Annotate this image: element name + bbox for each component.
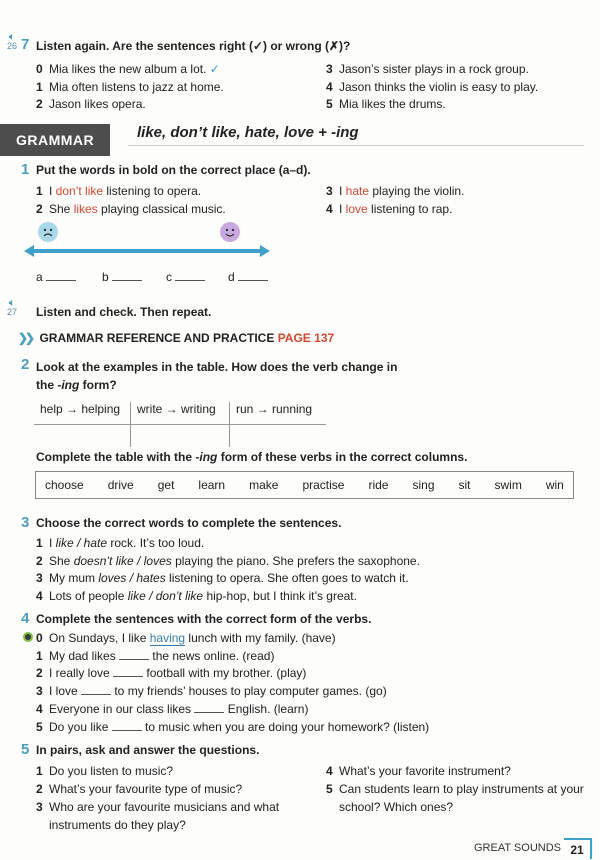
exercise-instruction: Put the words in bold on the correct place (a–d). <box>36 163 311 177</box>
unit-title: GREAT SOUNDS <box>474 842 561 854</box>
list-item: 4 What’s your favorite instrument? <box>326 764 511 778</box>
list-item: 4 I love listening to rap. <box>326 202 453 216</box>
list-item: 1 I don’t like listening to opera. <box>36 184 202 198</box>
verb-word: ride <box>368 478 389 492</box>
list-item: 1 I like / hate rock. It’s too loud. <box>36 536 205 550</box>
list-item: 1 My dad likes the news online. (read) <box>36 648 275 663</box>
scale-labels <box>36 270 288 284</box>
ex1-right-list <box>326 182 464 218</box>
list-item: 3 I love to my friends’ houses to play computer games. (go) <box>36 684 387 699</box>
ex5-right-list <box>326 762 584 816</box>
listen-instruction: Listen and check. Then repeat. <box>36 305 212 319</box>
list-item: 1 Do you listen to music? <box>36 764 174 778</box>
table-cell <box>34 425 131 448</box>
grammar-tag: GRAMMAR <box>0 124 110 156</box>
speaker-icon: 🔈︎ <box>8 31 16 43</box>
scale-label-a: a <box>36 270 102 284</box>
list-item: 2 She likes playing classical music. <box>36 202 226 216</box>
verb-word: practise <box>302 478 345 492</box>
ex7-left-list <box>36 61 224 114</box>
exercise-instruction: In pairs, ask and answer the questions. <box>36 743 260 757</box>
example-table <box>34 402 326 447</box>
scale-label-b: b <box>102 270 166 284</box>
exercise-number: 3 <box>21 514 30 531</box>
list-item-continuation: instruments do they play? <box>49 818 186 832</box>
check-mark: ✓ <box>209 62 220 76</box>
grammar-reference-link[interactable]: ❯❯ GRAMMAR REFERENCE AND PRACTICE PAGE 137 <box>18 331 335 345</box>
double-chevron-icon: ❯❯ <box>18 331 33 345</box>
exercise-instruction: Choose the correct words to complete the sentences. <box>36 516 342 530</box>
scale-label-d: d <box>228 270 288 284</box>
exercise-instruction: Complete the table with the -ing form of these verbs in the correct columns. <box>36 450 468 464</box>
list-item: 0 Mia likes the new album a lot. ✓ <box>36 62 220 76</box>
exercise-number: 4 <box>21 610 30 627</box>
exercise-instruction: Listen again. Are the sentences right (✓) or wrong (✗)? <box>36 39 351 53</box>
audio-track-26[interactable]: 🔈︎ 26 <box>6 31 17 51</box>
verb-word: sit <box>458 478 471 492</box>
ex1-left-list <box>36 182 226 218</box>
list-item: 4 Everyone in our class likes English. (learn) <box>36 701 309 716</box>
verb-box <box>35 471 574 499</box>
happy-face-icon <box>220 222 240 242</box>
page-number: 21 <box>564 838 592 859</box>
ex7-right-list <box>326 61 538 114</box>
list-item: 3 Who are your favourite musicians and what <box>36 800 280 814</box>
scale-label-c: c <box>166 270 228 284</box>
verb-word: sing <box>412 478 435 492</box>
list-item: 3 My mum loves / hates listening to opera. She often goes to watch it. <box>36 571 409 586</box>
exercise-instruction: Look at the examples in the table. How does the verb change in the -ing form? <box>36 360 398 392</box>
exercise-instruction: Complete the sentences with the correct form of the verbs. <box>36 612 372 626</box>
list-item: 5 Do you like to music when you are doing your homework? (listen) <box>36 719 430 734</box>
list-item: 0 On Sundays, I like having lunch with my family. (have) <box>36 631 336 645</box>
list-item: 3 Jason’s sister plays in a rock group. <box>326 62 529 76</box>
ex4-list <box>36 630 429 736</box>
list-item: 3 I hate playing the violin. <box>326 184 465 198</box>
list-item: 2 Jason likes opera. <box>36 97 146 111</box>
verb-word: win <box>545 478 564 492</box>
list-item: 4 Lots of people like / don’t like hip-hop, but I think it’s great. <box>36 589 357 604</box>
list-item: 2 She doesn’t like / loves playing the piano. She prefers the saxophone. <box>36 553 420 568</box>
list-item-continuation: school? Which ones? <box>339 800 454 814</box>
speaker-icon: 🔈︎ <box>8 297 16 309</box>
verb-word: swim <box>494 478 522 492</box>
list-item: 1 Mia often listens to jazz at home. <box>36 79 224 94</box>
table-header: run → running <box>230 402 327 425</box>
audio-track-27[interactable]: 🔈︎ 27 <box>6 297 17 317</box>
divider <box>128 145 584 146</box>
list-item: 2 What’s your favourite type of music? <box>36 782 243 796</box>
table-header: help → helping <box>34 402 131 425</box>
verb-word: get <box>157 478 175 492</box>
ex3-list <box>36 535 420 606</box>
exercise-number: 7 <box>21 36 30 53</box>
list-item: 4 Jason thinks the violin is easy to play. <box>326 79 539 94</box>
sad-face-icon <box>38 222 58 242</box>
verb-word: drive <box>107 478 134 492</box>
exercise-number: 1 <box>21 161 30 178</box>
table-header: write → writing <box>131 402 230 425</box>
verb-word: make <box>249 478 279 492</box>
ex5-left-list <box>36 762 279 834</box>
table-cell <box>131 425 230 448</box>
scale-arrow <box>24 244 270 258</box>
list-item: 5 Mia likes the drums. <box>326 97 446 111</box>
list-item: 2 I really love football with my brother. (play) <box>36 666 307 681</box>
example-bullet-icon <box>23 632 33 642</box>
exercise-number: 2 <box>21 356 30 373</box>
exercise-number: 5 <box>21 741 30 758</box>
grammar-heading: like, don’t like, hate, love + -ing <box>137 124 359 141</box>
verb-word: choose <box>45 478 84 492</box>
list-item: 5 Can students learn to play instruments at your <box>326 782 584 796</box>
verb-word: learn <box>198 478 226 492</box>
table-cell <box>230 425 327 448</box>
